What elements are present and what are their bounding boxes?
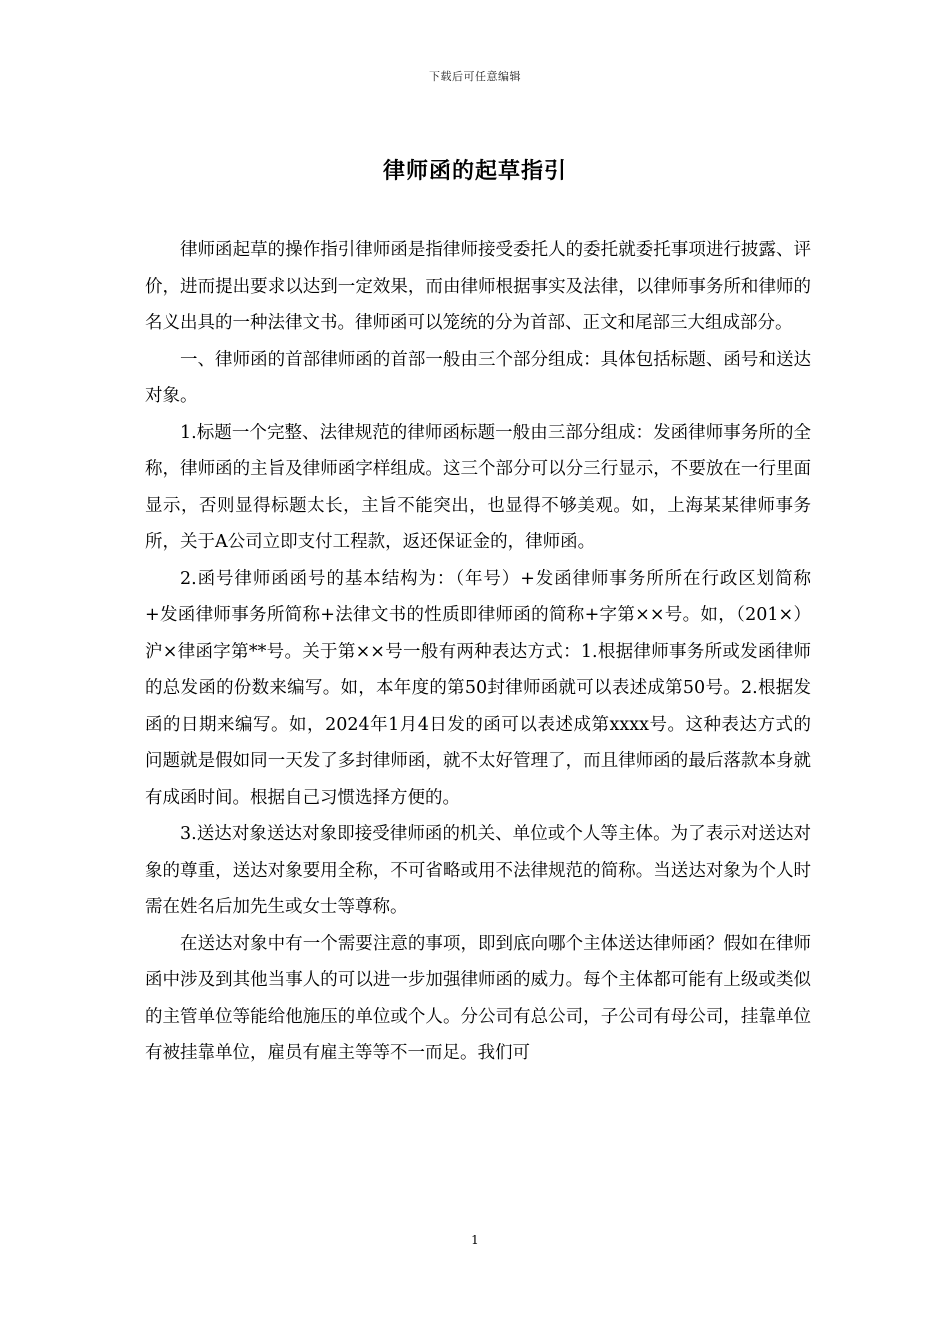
document-body (145, 232, 811, 1072)
paragraph-recipient-item: 3.送达对象送达对象即接受律师函的机关、单位或个人等主体。为了表示对送达对象的尊重，送达对象要用全称，不可省略或用不法律规范的简称。当送达对象为个人时需在姓名后加先生或女士等尊称。 (145, 824, 811, 917)
paragraph-section-1: 一、律师函的首部律师函的首部一般由三个部分组成：具体包括标题、函号和送达对象。 (145, 349, 811, 406)
page-number: 1 (471, 1233, 479, 1247)
document-title: 律师函的起草指引 (382, 158, 567, 184)
paragraph-title-item: 1.标题一个完整、法律规范的律师函标题一般由三部分组成：发函律师事务所的全称，律师函的主旨及律师函字样组成。这三个部分可以分三行显示，不要放在一行里面显示，否则显得标题太长，主旨不能突出，也显得不够美观。如，上海某某律师事务所，关于A公司立即支付工程款，返还保证金的，律师函。 (145, 422, 811, 552)
page-header: 下载后可任意编辑 (429, 70, 521, 83)
paragraph-intro: 律师函起草的操作指引律师函是指律师接受委托人的委托就委托事项进行披露、评价，进而提出要求以达到一定效果，而由律师根据事实及法律，以律师事务所和律师的名义出具的一种法律文书。律师函可以笼统的分为首部、正文和尾部三大组成部分。 (145, 240, 811, 333)
paragraph-number-item: 2.函号律师函函号的基本结构为：（年号）+发函律师事务所所在行政区划简称+发函律师事务所简称+法律文书的性质即律师函的简称+字第××号。如，（201×）沪×律函字第**号。关于第××号一般有两种表达方式：1.根据律师事务所或发函律师的总发函的份数来编写。如，本年度的第50封律师函就可以表述成第50号。2.根据发函的日期来编写。如，2024年1月4日发的函可以表述成第xxxx号。这种表达方式的问题就是假如同一天发了多封律师函，就不太好管理了，而且律师函的最后落款本身就有成函时间。根据自己习惯选择方便的。 (145, 568, 811, 808)
paragraph-recipient-note: 在送达对象中有一个需要注意的事项，即到底向哪个主体送达律师函？假如在律师函中涉及到其他当事人的可以进一步加强律师函的威力。每个主体都可能有上级或类似的主管单位等能给他施压的单位或个人。分公司有总公司，子公司有母公司，挂靠单位有被挂靠单位，雇员有雇主等等不一而足。我们可 (145, 933, 811, 1063)
